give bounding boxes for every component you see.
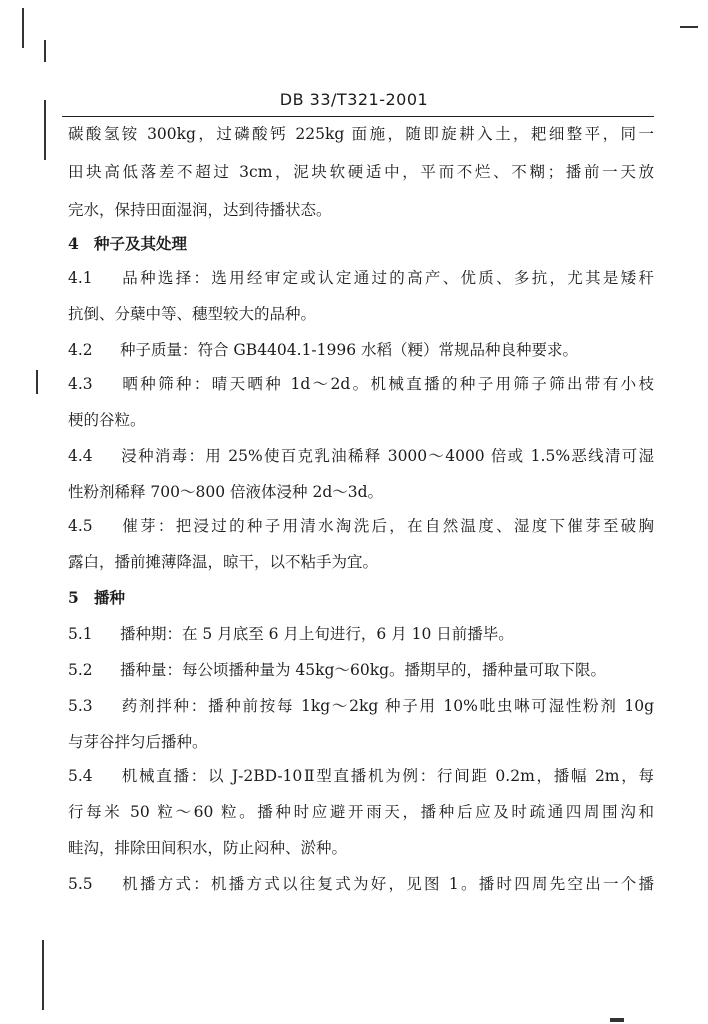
clause-line [68, 516, 654, 536]
clause-number: 5.1 [68, 625, 93, 643]
text-line: 露白，播前摊薄降温，晾干，以不粘手为宜。 [68, 553, 379, 571]
text-line: 与芽谷拌匀后播种。 [68, 733, 208, 751]
clause-line [68, 340, 654, 360]
clause-line [68, 446, 654, 466]
clause-text: 种子质量：符合 GB4404.1-1996 水稻（粳）常规品种良种要求。 [120, 341, 579, 359]
section-heading [68, 234, 654, 254]
clause-text: 机械直播：以 J-2BD-10Ⅱ型直播机为例：行间距 0.2m，播幅 2m，每 [120, 767, 654, 785]
clause-line [68, 874, 654, 894]
clause-line [68, 268, 654, 288]
clause-number: 4.3 [68, 375, 93, 393]
clause-text: 药剂拌种：播种前按每 1kg～2kg 种子用 10%吡虫啉可湿性粉剂 10g [120, 697, 654, 715]
clause-text: 播种量：每公顷播种量为 45kg～60kg。播期早的，播种量可取下限。 [120, 661, 607, 679]
text-line: 抗倒、分蘖中等、穗型较大的品种。 [68, 305, 317, 323]
clause-number: 5.2 [68, 661, 93, 679]
standard-code: DB 33/T321-2001 [279, 90, 429, 109]
text-line: 碳酸氢铵 300kg，过磷酸钙 225kg 面施，随即旋耕入土，耙细整平，同一 [68, 125, 654, 143]
binding-mark [36, 370, 38, 394]
clause-text: 机播方式：机播方式以往复式为好，见图 1。播时四周先空出一个播 [120, 875, 654, 893]
section-number: 5 [68, 588, 79, 607]
binding-mark [44, 100, 46, 160]
clause-text: 品种选择：选用经审定或认定通过的高产、优质、多抗，尤其是矮秆 [120, 269, 654, 287]
binding-mark [22, 8, 24, 48]
text-line: 畦沟，排除田间积水，防止闷种、淤种。 [68, 839, 348, 857]
section-title: 种子及其处理 [94, 234, 188, 253]
text-line: 性粉剂稀释 700～800 倍液体浸种 2d～3d。 [68, 483, 384, 501]
clause-number: 5.3 [68, 697, 93, 715]
section-title: 播种 [94, 588, 126, 607]
text-line: 梗的谷粒。 [68, 411, 146, 429]
clause-text: 浸种消毒：用 25%使百克乳油稀释 3000～4000 倍或 1.5%恶线清可湿 [120, 447, 654, 465]
clause-number: 5.4 [68, 767, 93, 785]
binding-mark [44, 40, 46, 62]
header-rule [62, 116, 654, 117]
clause-number: 4.4 [68, 447, 93, 465]
clause-line [68, 660, 654, 680]
text-line: 田块高低落差不超过 3cm，泥块软硬适中，平而不烂、不糊；播前一天放 [68, 163, 654, 181]
section-number: 4 [68, 234, 79, 253]
clause-number: 4.5 [68, 517, 93, 535]
clause-number: 4.2 [68, 341, 93, 359]
binding-mark [42, 940, 44, 1010]
clause-line [68, 624, 654, 644]
clause-text: 播种期：在 5 月底至 6 月上旬进行，6 月 10 日前播毕。 [120, 625, 514, 643]
clause-line [68, 766, 654, 786]
binding-mark [680, 26, 698, 28]
clause-number: 5.5 [68, 875, 93, 893]
clause-text: 催芽：把浸过的种子用清水淘洗后，在自然温度、湿度下催芽至破胸 [120, 517, 654, 535]
binding-mark [610, 1018, 624, 1022]
text-line: 完水，保持田面湿润，达到待播状态。 [68, 201, 332, 219]
clause-line [68, 374, 654, 394]
clause-line [68, 696, 654, 716]
text-line: 行每米 50 粒～60 粒。播种时应避开雨天，播种后应及时疏通四周围沟和 [68, 803, 654, 821]
clause-number: 4.1 [68, 269, 93, 287]
section-heading [68, 588, 654, 608]
clause-text: 晒种筛种：晴天晒种 1d～2d。机械直播的种子用筛子筛出带有小枝 [120, 375, 654, 393]
